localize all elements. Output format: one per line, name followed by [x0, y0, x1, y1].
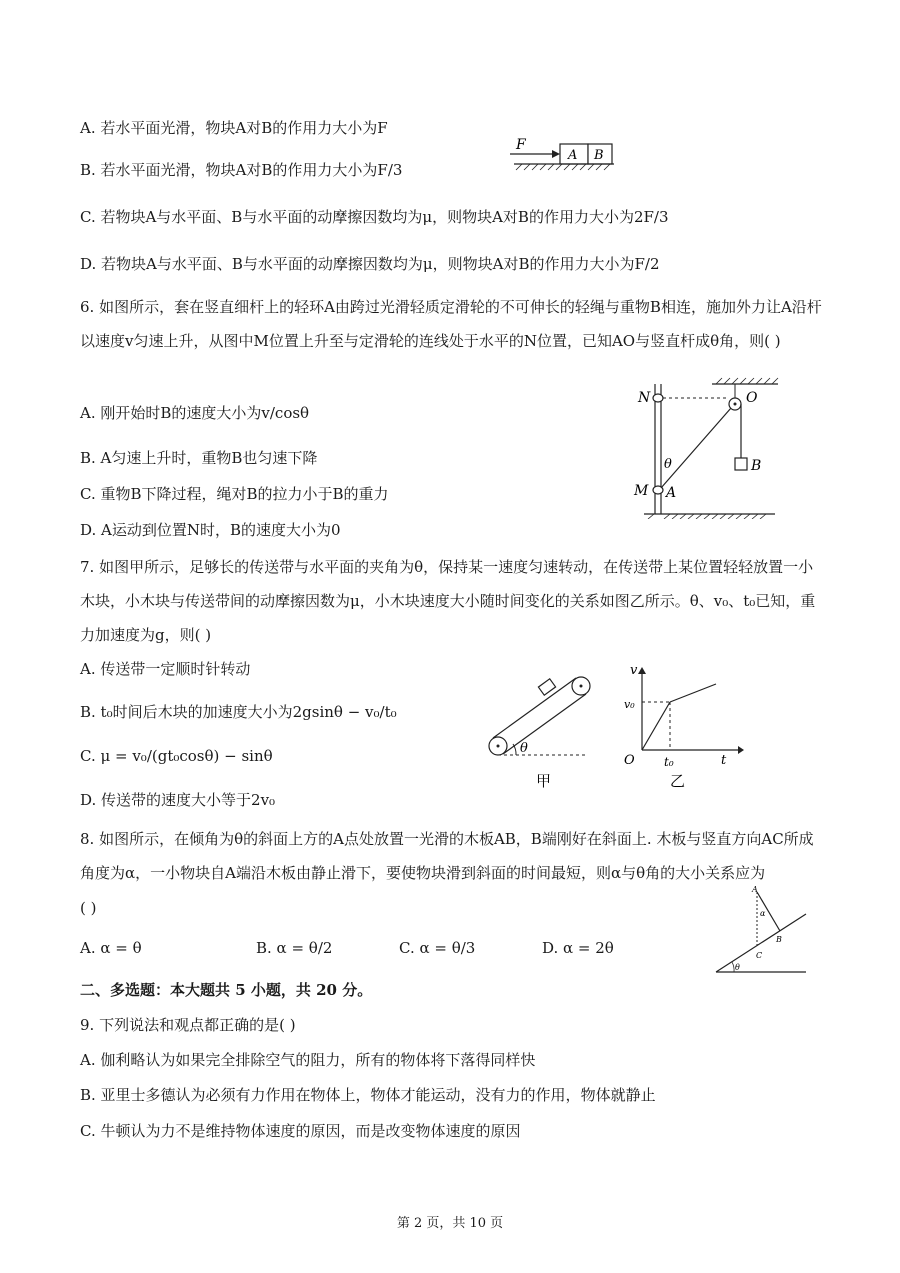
- q7-option-a: A. 传送带一定顺时针转动: [80, 660, 251, 678]
- q6-option-d: D. A运动到位置N时，B的速度大小为0: [80, 521, 341, 539]
- conveyor-theta-label: θ: [520, 741, 528, 756]
- page-footer: 第 2 页，共 10 页: [396, 1216, 504, 1231]
- q8-point-b-label: B: [776, 935, 782, 944]
- q8-option-a: A. α = θ: [80, 939, 142, 957]
- q7-option-c: C. μ = v₀/(gt₀cosθ) − sinθ: [80, 747, 273, 765]
- q8-point-a-label: A: [752, 885, 758, 894]
- q7-stem: 7. 如图甲所示，足够长的传送带与水平面的夹角为θ，保持某一速度匀速转动，在传送带上某位置轻轻放置一小木块，小木块与传送带间的动摩擦因数为μ，小木块速度大小随时间变化的关系如图乙所示。θ、v₀、t₀已知，重力加速度为g，则( ): [80, 558, 816, 644]
- point-o-label: O: [746, 390, 758, 406]
- q6-stem: 6. 如图所示，套在竖直细杆上的轻环A由跨过光滑轻质定滑轮的不可伸长的轻绳与重物B相连，施加外力让A沿杆以速度v匀速上升，从图中M位置上升至与定滑轮的连线处于水平的N位置，已知AO与竖直杆成θ角，则( ): [80, 298, 822, 350]
- t-axis-label: t: [721, 753, 727, 768]
- q8-incline-figure: [712, 884, 812, 978]
- q7-conveyor-figure: [478, 664, 603, 794]
- point-a-label: A: [666, 485, 677, 501]
- q8-paren: ( ): [80, 899, 97, 917]
- block-b-label: B: [594, 148, 604, 163]
- q9-stem: 9. 下列说法和观点都正确的是( ): [80, 1016, 296, 1034]
- point-n-label: N: [638, 390, 651, 406]
- q8-option-b: B. α = θ/2: [256, 939, 333, 957]
- q6-option-a: A. 刚开始时B的速度大小为v/cosθ: [80, 404, 310, 422]
- force-label: F: [516, 137, 526, 153]
- q7-option-d: D. 传送带的速度大小等于2v₀: [80, 791, 276, 809]
- v0-label: v₀: [624, 698, 635, 711]
- q5-option-b: B. 若水平面光滑，物块A对B的作用力大小为F/3: [80, 161, 403, 179]
- v-axis-label: v: [630, 663, 638, 678]
- q9-option-c: C. 牛顿认为力不是维持物体速度的原因，而是改变物体速度的原因: [80, 1122, 521, 1140]
- q8-point-c-label: C: [756, 951, 763, 960]
- block-a-label: A: [568, 148, 578, 163]
- section-heading: 二、多选题：本大题共 5 小题，共 20 分。: [80, 981, 373, 999]
- figure-yi-label: 乙: [670, 772, 686, 790]
- q5-option-a: A. 若水平面光滑，物块A对B的作用力大小为F: [80, 119, 388, 137]
- figure-jia-label: 甲: [536, 772, 552, 790]
- weight-b-label: B: [751, 458, 762, 474]
- q5-option-c: C. 若物块A与水平面、B与水平面的动摩擦因数均为μ，则物块A对B的作用力大小为2F/3: [80, 208, 669, 226]
- q6-option-b: B. A匀速上升时，重物B也匀速下降: [80, 449, 318, 467]
- q8-theta-label: θ: [735, 963, 740, 972]
- q9-option-b: B. 亚里士多德认为必须有力作用在物体上，物体才能运动，没有力的作用，物体就静止: [80, 1086, 656, 1104]
- q6-pulley-figure: [630, 374, 780, 519]
- q9-option-a: A. 伽利略认为如果完全排除空气的阻力，所有的物体将下落得同样快: [80, 1051, 536, 1069]
- q6-option-c: C. 重物B下降过程，绳对B的拉力小于B的重力: [80, 485, 389, 503]
- q5-option-d: D. 若物块A与水平面、B与水平面的动摩擦因数均为μ，则物块A对B的作用力大小为F/2: [80, 255, 660, 273]
- q8-stem: 8. 如图所示，在倾角为θ的斜面上方的A点处放置一光滑的木板AB，B端刚好在斜面上. 木板与竖直方向AC所成角度为α，一小物块自A端沿木板由静止滑下，要使物块滑到斜面的时间最短，则α与θ角的大小关系应为: [80, 830, 814, 882]
- q8-option-c: C. α = θ/3: [399, 939, 476, 957]
- origin-label: O: [624, 753, 635, 768]
- theta-label: θ: [664, 457, 672, 472]
- q8-option-d: D. α = 2θ: [542, 939, 614, 957]
- t0-label: t₀: [664, 755, 674, 769]
- q8-alpha-label: α: [760, 909, 766, 918]
- q7-option-b: B. t₀时间后木块的加速度大小为2gsinθ − v₀/t₀: [80, 703, 397, 721]
- q7-vt-graph: [620, 660, 745, 794]
- q5-blocks-figure: [508, 136, 618, 178]
- point-m-label: M: [634, 483, 649, 499]
